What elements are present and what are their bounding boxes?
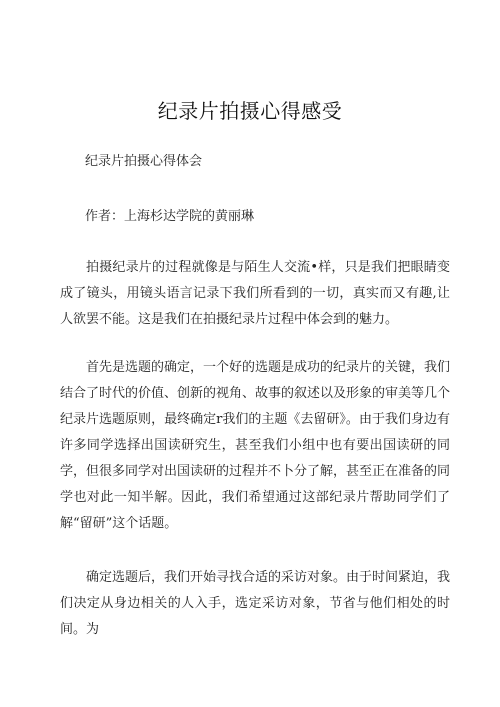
paragraph-1: 拍摄纪录片的过程就像是与陌生人交流•样，只是我们把眼睛变成了镜头，用镜头语言记录下我们所看到的一切，真实而又有趣,让人欲罢不能。这是我们在拍摄纪录片过程中体会到的魅力。 xyxy=(60,260,450,327)
paragraph-2: 首先是选题的确定，一个好的选题是成功的纪录片的关键，我们结合了时代的价值、创新的视角、故事的叙述以及形象的审美等几个纪录片选题原则，最终确定r我们的主题《去留研》。由于我们身边有许多同学选择出国读研究生，甚至我们小组中也有要出国读研的同学，但很多同学对出国读研的过程并不卜分了解，甚至正在准备的同学也对此一知半解。因此，我们希望通过这部纪录片帮助同学们了解“留研”这个话题。 xyxy=(60,360,451,531)
document-subtitle: 纪录片拍摄心得体会 xyxy=(85,154,203,169)
author-line: 作者：上海杉达学院的黄丽琳 xyxy=(85,209,255,224)
paragraph-3: 确定选题后，我们开始寻找合适的采访对象。由于时间紧迫，我们决定从身边相关的人入手，选定采访对象，节省与他们相处的时间。为 xyxy=(60,570,451,637)
document-title: 纪录片拍摄心得感受 xyxy=(157,99,343,123)
